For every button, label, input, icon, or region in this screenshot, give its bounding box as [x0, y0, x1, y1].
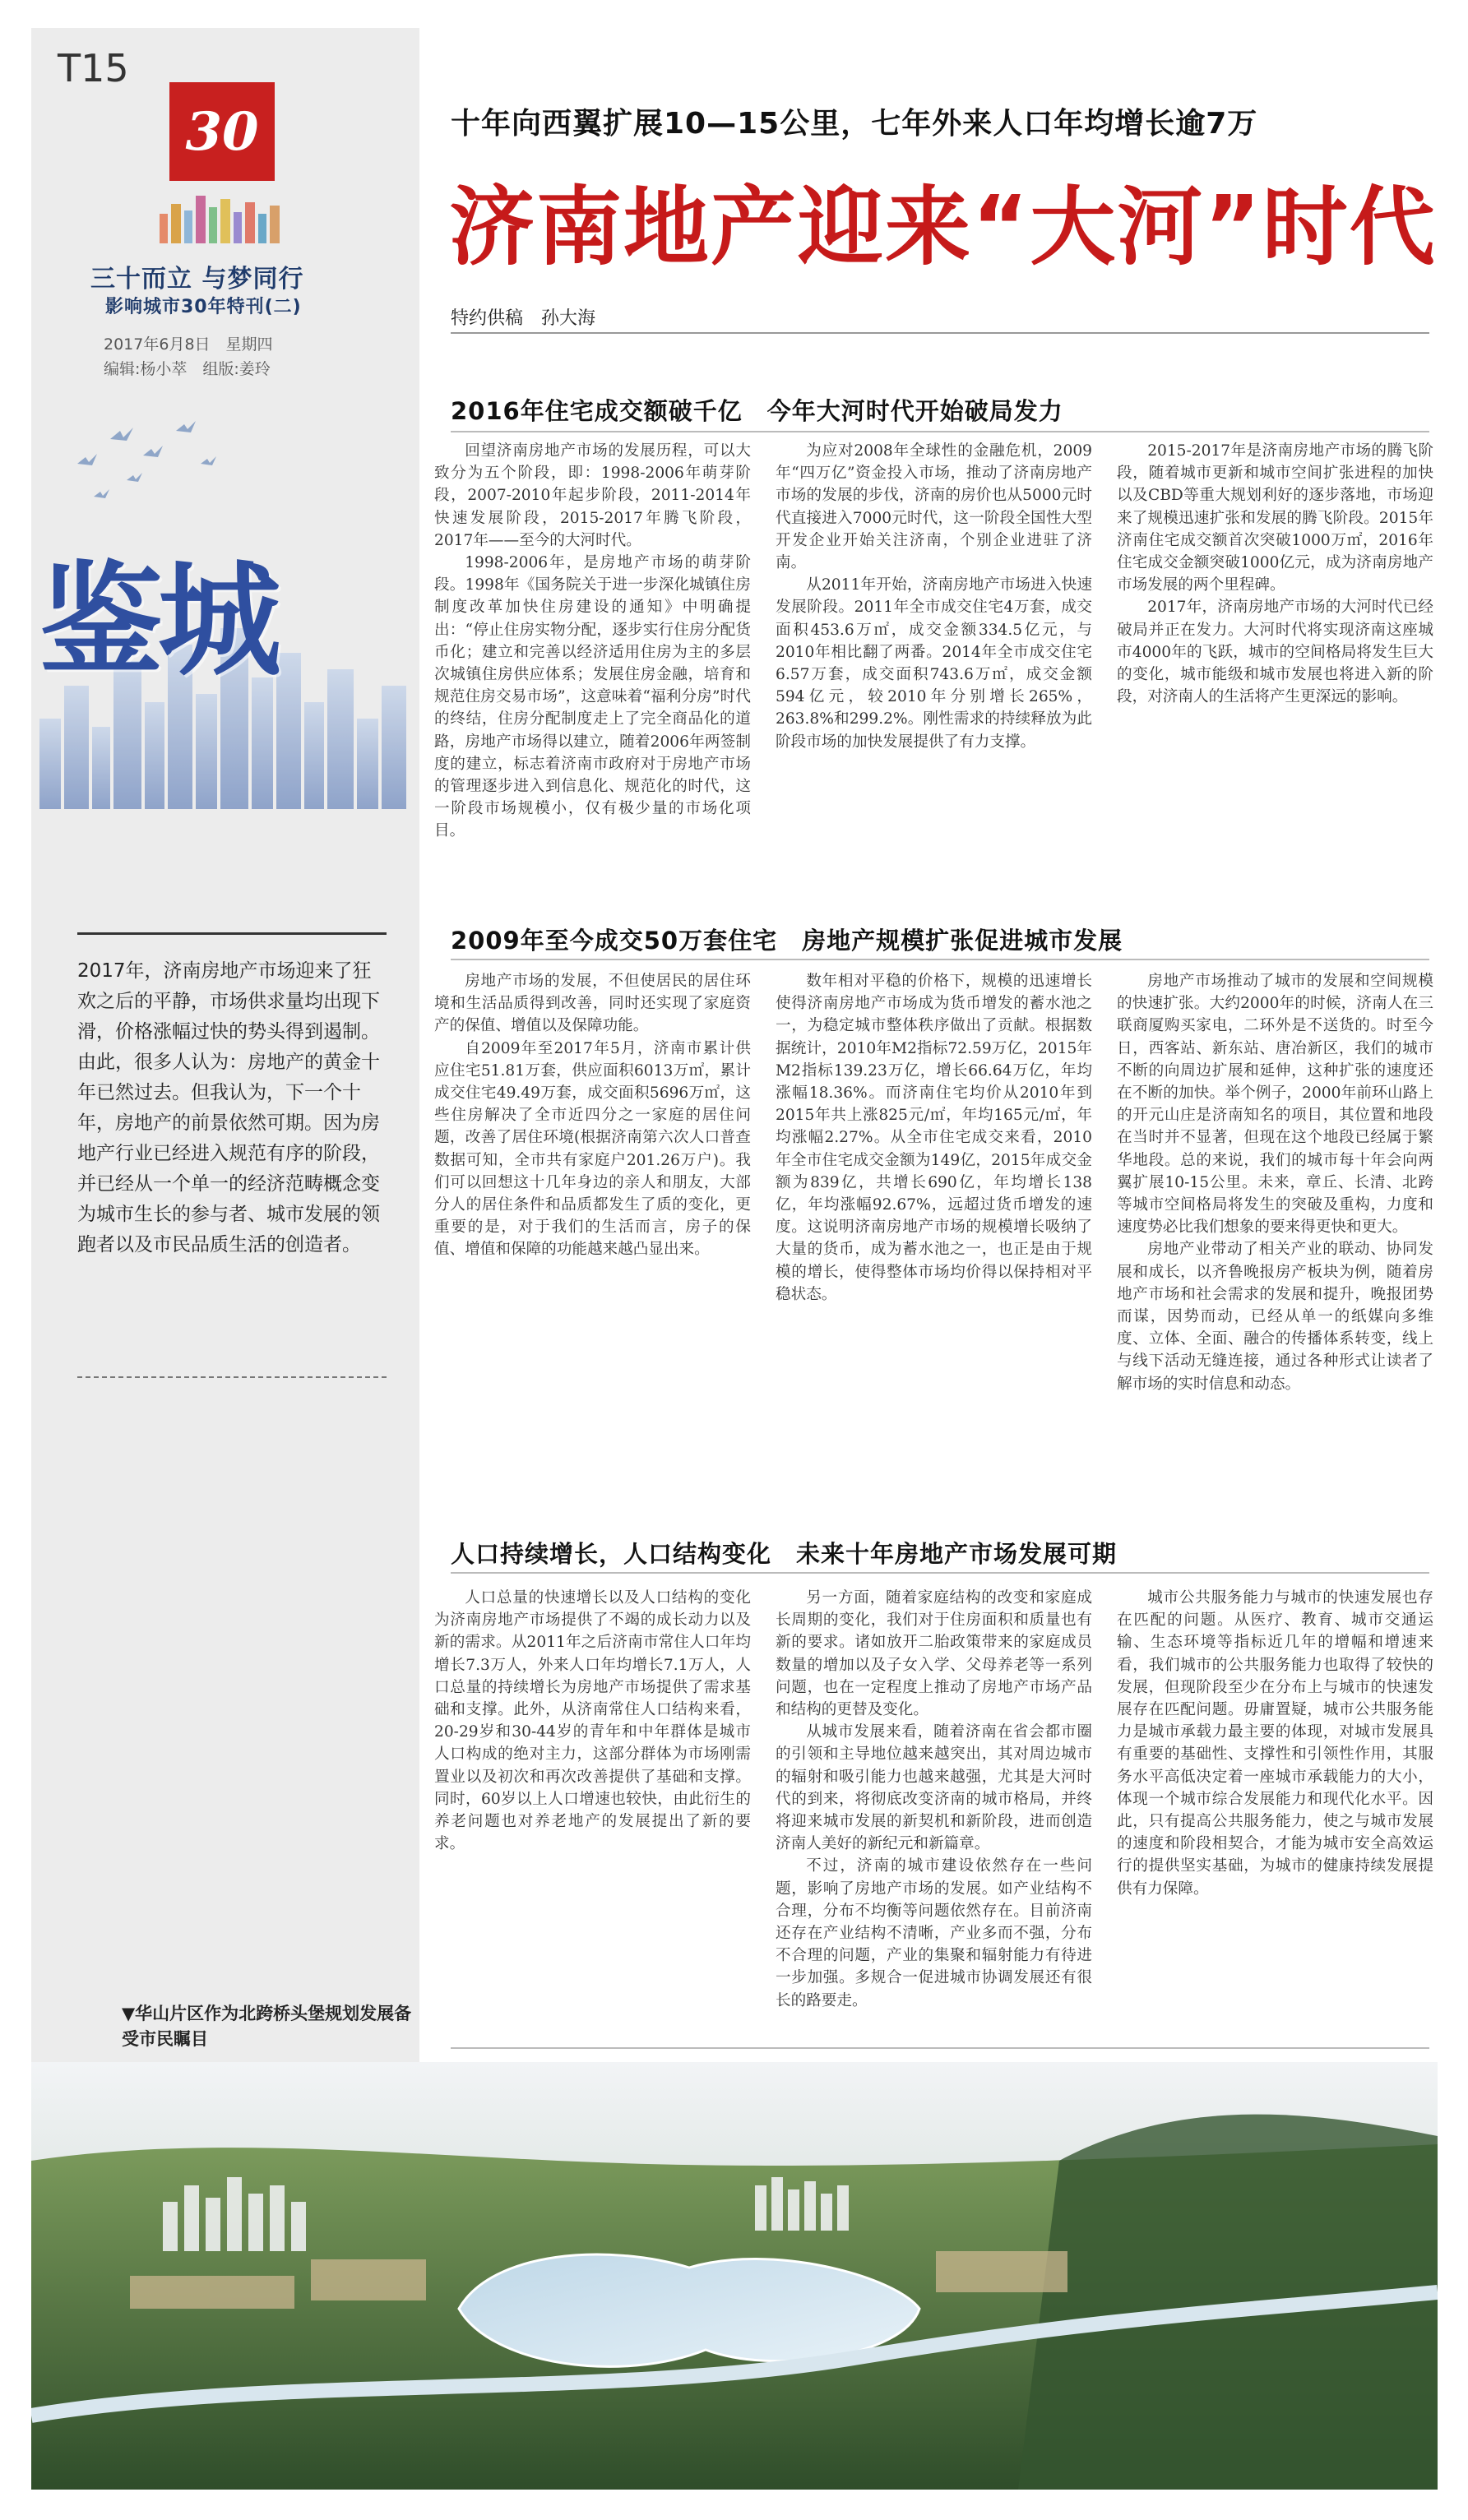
- section-body: [434, 1587, 1433, 2031]
- headline: 济南地产迎来“大河”时代: [449, 177, 1437, 277]
- paragraph: 从2011年开始，济南房地产市场进入快速发展阶段。2011年全市成交住宅4万套，成交面积453.6万㎡，成交金额334.5亿元，与2010年相比翻了两番。2014年全市成交住宅6.57万套，成交面积743.6万㎡，成交金额594亿元，较2010年分别增长265%，263.8%和299.2%。刚性需求的持续释放为此阶段市场的加快发展提供了有力支撑。: [776, 576, 1092, 751]
- anniversary-logo: 30: [169, 82, 275, 181]
- text-column: [776, 440, 1092, 884]
- subheadline: 十年向西翼扩展10—15公里，七年外来人口年均增长逾7万: [451, 107, 1258, 141]
- paragraph: 数年相对平稳的价格下，规模的迅速增长使得济南房地产市场成为货币增发的蓄水池之一，为稳定城市整体秩序做出了贡献。根据数据统计，2010年M2指标72.59万亿，2015年M2指标139.23万亿，增长66.64万亿，年均涨幅18.36%。而济南住宅均价从2010年到2015年共上涨825元/㎡，年均165元/㎡，年均涨幅2.27%。从全市住宅成交来看，2010年全市住宅成交金额为149亿，2015年成交金额为839亿，共增长690亿，年均增长138亿，年均涨幅92.67%，远超过货币增发的速度。这说明济南房地产市场的规模增长吸纳了大量的货币，成为蓄水池之一，也正是由于规模的增长，使得整体市场均价得以保持相对平稳状态。: [776, 973, 1092, 1303]
- paragraph: 为应对2008年全球性的金融危机，2009年“四万亿”资金投入市场，推动了济南房地产市场的发展的步伐，济南的房价也从5000元时代直接进入7000元时代，这一阶段全国性大型开发企业开始关注济南，个别企业进驻了济南。: [776, 442, 1092, 572]
- text-column: [776, 1587, 1092, 2031]
- series-title: 三十而立 与梦同行: [90, 265, 304, 294]
- text-column: [1117, 1587, 1433, 2031]
- aerial-city-rendering: [31, 2062, 1438, 2490]
- section-divider: [451, 959, 1429, 960]
- section-title: 2016年住宅成交额破千亿 今年大河时代开始破局发力: [451, 397, 1063, 425]
- photo-caption: ▼华山片区作为北跨桥头堡规划发展备受市民瞩目: [122, 2004, 412, 2049]
- text-column: [434, 970, 751, 1496]
- pull-quote-divider: [77, 1376, 387, 1378]
- paragraph: 房地产业带动了相关产业的联动、协同发展和成长，以齐鲁晚报房产板块为例，随着房地产市场和社会需求的发展和提升，晚报团势而谋，因势而动，已经从单一的纸媒向多维度、立体、全面、融合的传播体系转变，线上与线下活动无缝连接，通过各种形式让读者了解市场的实时信息和动态。: [1117, 1241, 1433, 1393]
- paragraph: 不过，济南的城市建设依然存在一些问题，影响了房地产市场的发展。如产业结构不合理，分布不均衡等问题依然存在。目前济南还存在产业结构不清晰，产业多而不强，分布不合理的问题，产业的集聚和辐射能力有待进一步加强。多规合一促进城市协调发展还有很长的路要走。: [776, 1857, 1092, 2009]
- paragraph: 2017年，济南房地产市场的大河时代已经破局并正在发力。大河时代将实现济南这座城市4000年的飞跃，城市的空间格局将发生巨大的变化，城市能级和城市发展也将进入新的阶段，对济南人的生活将产生更深远的影响。: [1117, 599, 1433, 706]
- section-divider: [451, 1572, 1429, 1574]
- paragraph: 回望济南房地产市场的发展历程，可以大致分为五个阶段，即：1998-2006年萌芽阶段，2007-2010年起步阶段，2011-2014年快速发展阶段，2015-2017年腾飞阶段，2017年——至今的大河时代。: [434, 442, 751, 549]
- birds-illustration: [61, 406, 242, 521]
- series-subtitle: 影响城市30年特刊(二): [105, 297, 302, 317]
- paragraph: 自2009年至2017年5月，济南市累计供应住宅51.81万套，供应面积6013万㎡，累计成交住宅49.49万套，成交面积5696万㎡，这些住房解决了全市近四分之一家庭的居住问题，改善了居住环境(根据济南第六次人口普查数据可知，全市共有家庭户201.26万户)。我们可以回想这十几年身边的亲人和朋友，大部分人的居住条件和品质都发生了质的变化，更重要的是，对于我们的生活而言，房子的保值、增值和保障的功能越来越凸显出来。: [434, 1039, 751, 1259]
- paragraph: 房地产市场的发展，不但使居民的居住环境和生活品质得到改善，同时还实现了家庭资产的保值、增值以及保障功能。: [434, 973, 751, 1035]
- editor-credits: 编辑:杨小萃 组版:姜玲: [104, 360, 271, 378]
- byline: 特约供稿 孙大海: [451, 308, 596, 329]
- text-column: [1117, 440, 1433, 884]
- paragraph: 另一方面，随着家庭结构的改变和家庭成长周期的变化，我们对于住房面积和质量也有新的要求。诸如放开二胎政策带来的家庭成员数量的增加以及子女入学、父母养老等一系列问题，也在一定程度上推动了房地产市场产品和结构的更替及变化。: [776, 1589, 1092, 1719]
- text-column: [776, 970, 1092, 1496]
- text-column: [434, 440, 751, 884]
- section-divider: [451, 431, 1429, 432]
- paragraph: 房地产市场推动了城市的发展和空间规模的快速扩张。大约2000年的时候，济南人在三联商厦购买家电，二环外是不送货的。时至今日，西客站、新东站、唐冶新区，我们的城市不断的向周边扩展和延伸，这种扩张的速度还在不断的加快。举个例子，2000年前环山路上的开元山庄是济南知名的项目，其位置和地段在当时并不显著，但现在这个地段已经属于繁华地段。总的来说，我们的城市每十年会向两翼扩展10-15公里。未来，章丘、长清、北跨等城市空间格局将发生的突破及重构，力度和速度势必比我们想象的要来得更快和更大。: [1117, 973, 1433, 1237]
- paragraph: 从城市发展来看，随着济南在省会都市圈的引领和主导地位越来越突出，其对周边城市的辐射和吸引能力也越来越强，尤其是大河时代的到来，将彻底改变济南的城市格局，并终将迎来城市发展的新契机和新阶段，进而创造济南人美好的新纪元和新篇章。: [776, 1723, 1092, 1853]
- paragraph: 城市公共服务能力与城市的快速发展也存在匹配的问题。从医疗、教育、城市交通运输、生态环境等指标近几年的增幅和增速来看，我们城市的公共服务能力也取得了较快的发展，但现阶段至少在分布上与城市的快速发展存在匹配问题。毋庸置疑，城市公共服务能力是城市承载力最主要的体现，对城市发展具有重要的基础性、支撑性和引领性作用，其服务水平高低决定着一座城市承载能力的大小，体现一个城市综合发展能力和现代化水平。因此，只有提高公共服务能力，使之与城市发展的速度和阶段相契合，才能为城市安全高效运行的提供坚实基础，为城市的健康持续发展提供有力保障。: [1117, 1589, 1433, 1898]
- pull-quote: 2017年，济南房地产市场迎来了狂欢之后的平静，市场供求量均出现下滑，价格涨幅过快的势头得到遏制。由此，很多人认为：房地产的黄金十年已然过去。但我认为，下一个十年，房地产的前景依然可期。因为房地产行业已经进入规范有序的阶段，并已经从一个单一的经济范畴概念变为城市生长的参与者、城市发展的领跑者以及市民品质生活的创造者。: [77, 932, 387, 1260]
- column-name-graphic: 鉴城: [39, 550, 277, 693]
- text-column: [1117, 970, 1433, 1496]
- section-body: [434, 440, 1433, 884]
- issue-date: 2017年6月8日 星期四: [104, 335, 273, 354]
- skyline-logo-graphic: [156, 189, 286, 243]
- article-end-divider: [451, 2047, 1429, 2049]
- section-title: 人口持续增长，人口结构变化 未来十年房地产市场发展可期: [451, 1540, 1118, 1568]
- paragraph: 1998-2006年，是房地产市场的萌芽阶段。1998年《国务院关于进一步深化城镇住房制度改革加快住房建设的通知》中明确提出：“停止住房实物分配，逐步实行住房分配货币化；建立和完善以经济适用住房为主的多层次城镇住房供应体系；发展住房金融，培育和规范住房交易市场”，这意味着“福利分房”时代的终结，住房分配制度走上了完全商品化的道路，房地产市场得以建立，随着2006年两签制度的建立，标志着济南市政府对于房地产市场的管理逐步进入到信息化、规范化的时代，这一阶段市场规模小，仅有极少量的市场化项目。: [434, 554, 751, 840]
- section-title: 2009年至今成交50万套住宅 房地产规模扩张促进城市发展: [451, 927, 1123, 955]
- section-body: [434, 970, 1433, 1496]
- paragraph: 人口总量的快速增长以及人口结构的变化为济南房地产市场提供了不竭的成长动力以及新的需求。从2011年之后济南市常住人口年均增长7.3万人，外来人口年均增长7.1万人，人口总量的持续增长为房地产市场提供了需求基础和支撑。此外，从济南常住人口结构来看，20-29岁和30-44岁的青年和中年群体是城市人口构成的绝对主力，这部分群体为市场刚需置业以及初次和再次改善提供了基础和支撑。同时，60岁以上人口增速也较快，由此衍生的养老问题也对养老地产的发展提出了新的要求。: [434, 1589, 751, 1853]
- byline-divider: [451, 332, 1429, 334]
- text-column: [434, 1587, 751, 2031]
- paragraph: 2015-2017年是济南房地产市场的腾飞阶段，随着城市更新和城市空间扩张进程的加快以及CBD等重大规划利好的逐步落地，市场迎来了规模迅速扩张和发展的腾飞阶段。2015年济南住宅成交额首次突破1000万㎡，2016年住宅成交金额突破1000亿元，成为济南房地产市场发展的两个里程碑。: [1117, 442, 1433, 594]
- sidebar: [31, 28, 419, 2074]
- page-number: T15: [58, 46, 129, 90]
